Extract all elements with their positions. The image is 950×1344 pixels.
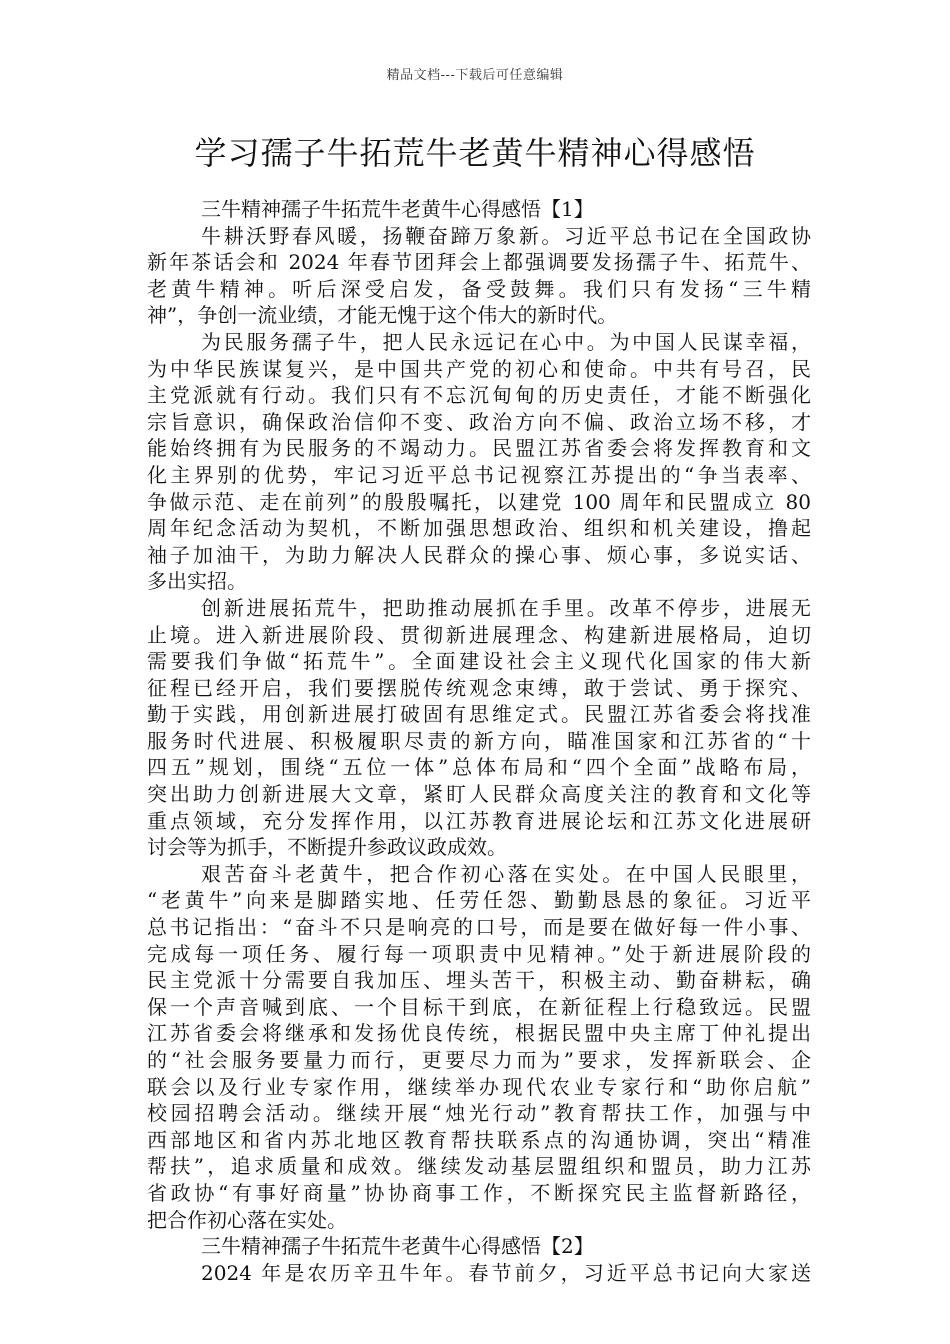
text-line: 2024 年是农历辛丑牛年。春节前夕，习近平总书记向大家送: [201, 1260, 811, 1285]
text-line: 宗旨意识，确保政治信仰不变、政治方向不偏、政治立场不移，才: [147, 409, 811, 434]
document-body: [147, 196, 811, 1286]
text-line: 止境。进入新进展阶段、贯彻新进展理念、构建新进展格局，迫切: [147, 622, 811, 647]
page-header: 精品文档---下载后可任意编辑: [386, 68, 564, 83]
text-line: 争做示范、走在前列”的殷殷嘱托，以建党 100 周年和民盟成立 80: [147, 489, 811, 514]
text-line: 牛耕沃野春风暖，扬鞭奋蹄万象新。习近平总书记在全国政协: [201, 223, 811, 248]
text-line: 民主党派十分需要自我加压、埋头苦干，积极主动、勤奋耕耘，确: [147, 968, 811, 993]
text-line: 多出实招。: [147, 569, 247, 594]
text-line: 保一个声音喊到底、一个目标干到底，在新征程上行稳致远。民盟: [147, 994, 811, 1019]
text-line: 创新进展拓荒牛，把助推动展抓在手里。改革不停步，进展无: [201, 595, 811, 620]
text-line: 袖子加油干，为助力解决人民群众的操心事、烦心事，多说实话、: [147, 542, 811, 567]
text-line: 神”，争创一流业绩，才能无愧于这个伟大的新时代。: [147, 303, 618, 328]
text-line: 三牛精神孺子牛拓荒牛老黄牛心得感悟【1】: [201, 197, 594, 221]
text-line: 的“社会服务要量力而行，更要尽力而为”要求，发挥新联会、企: [147, 1048, 811, 1072]
text-line: 校园招聘会活动。继续开展“烛光行动”教育帮扶工作，加强与中: [147, 1101, 811, 1126]
text-line: 征程已经开启，我们要摆脱传统观念束缚，敢于尝试、勇于探究、: [147, 675, 811, 700]
text-line: 总书记指出：“奋斗不只是响亮的口号，而是要在做好每一件小事、: [147, 915, 811, 940]
text-line: 勤于实践，用创新进展打破固有思维定式。民盟江苏省委会将找准: [147, 702, 811, 727]
text-line: 突出助力创新进展大文章，紧盯人民群众高度关注的教育和文化等: [147, 782, 811, 807]
text-line: 省政协“有事好商量”协协商事工作，不断探究民主监督新路径，: [147, 1180, 811, 1205]
text-line: 主党派就有行动。我们只有不忘沉甸甸的历史责任，才能不断强化: [147, 383, 811, 408]
text-line: 联会以及行业专家作用，继续举办现代农业专家行和“助你启航”: [147, 1074, 811, 1099]
text-line: 为中华民族谋复兴，是中国共产党的初心和使命。中共有号召，民: [147, 356, 811, 381]
document-title: 学习孺子牛拓荒牛老黄牛精神心得感悟: [194, 134, 756, 172]
text-line: 完成每一项任务、履行每一项职责中见精神。”处于新进展阶段的: [147, 941, 811, 966]
text-line: 讨会等为抓手，不断提升参政议政成效。: [147, 835, 507, 860]
text-line: 化主界别的优势，牢记习近平总书记视察江苏提出的“争当表率、: [147, 462, 811, 487]
text-line: 为民服务孺子牛，把人民永远记在心中。为中国人民谋幸福，: [201, 329, 811, 354]
text-line: 需要我们争做“拓荒牛”。全面建设社会主义现代化国家的伟大新: [147, 649, 811, 674]
text-line: 服务时代进展、积极履职尽责的新方向，瞄准国家和江苏省的“十: [147, 728, 811, 753]
text-line: 重点领域，充分发挥作用，以江苏教育进展论坛和江苏文化进展研: [147, 808, 811, 833]
text-line: 西部地区和省内苏北地区教育帮扶联系点的沟通协调，突出“精准: [147, 1127, 811, 1152]
text-line: 艰苦奋斗老黄牛，把合作初心落在实处。在中国人民眼里，: [201, 861, 811, 886]
text-line: 把合作初心落在实处。: [147, 1207, 347, 1232]
text-line: 江苏省委会将继承和发扬优良传统，根据民盟中央主席丁仲礼提出: [147, 1021, 811, 1046]
text-line: 三牛精神孺子牛拓荒牛老黄牛心得感悟【2】: [201, 1234, 594, 1259]
text-line: 周年纪念活动为契机，不断加强思想政治、组织和机关建设，撸起: [147, 516, 811, 541]
text-line: 能始终拥有为民服务的不竭动力。民盟江苏省委会将发挥教育和文: [147, 436, 811, 461]
text-line: 老黄牛精神。听后深受启发，备受鼓舞。我们只有发扬“三牛精: [147, 276, 811, 301]
text-line: 四五”规划，围绕“五位一体”总体布局和“四个全面”战略布局，: [147, 755, 811, 780]
text-line: 帮扶”，追求质量和成效。继续发动基层盟组织和盟员，助力江苏: [147, 1154, 811, 1179]
text-line: 新年茶话会和 2024 年春节团拜会上都强调要发扬孺子牛、拓荒牛、: [147, 250, 811, 275]
text-line: “老黄牛”向来是脚踏实地、任劳任怨、勤勤恳恳的象征。习近平: [147, 888, 811, 913]
